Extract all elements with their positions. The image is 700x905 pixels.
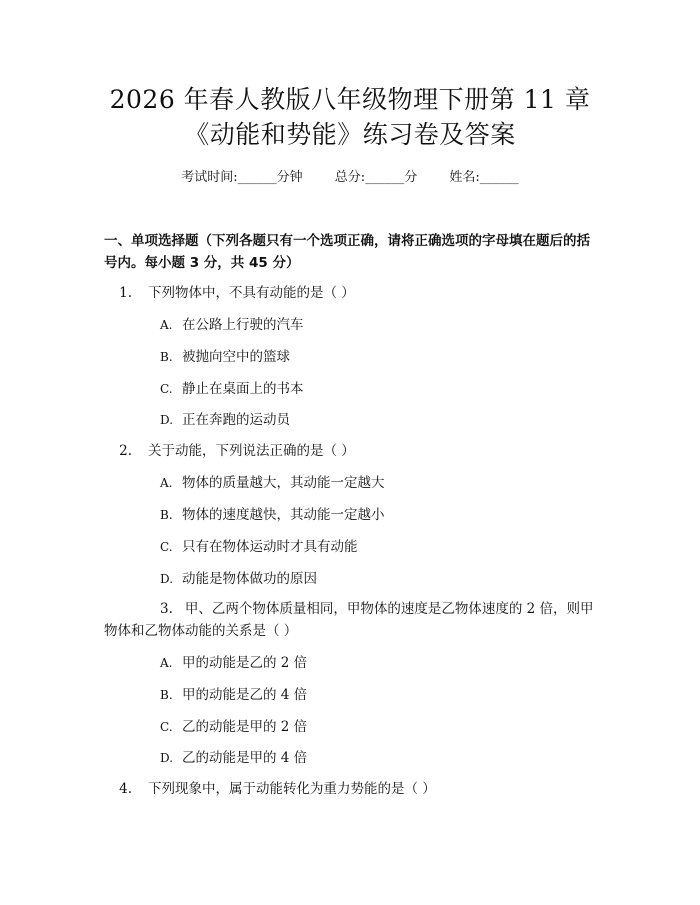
option-letter: A. (160, 476, 173, 490)
option-letter: C. (160, 382, 173, 396)
option-letter: C. (160, 720, 173, 734)
question-3-option-c (160, 717, 307, 737)
option-text: 静止在桌面上的书本 (182, 381, 304, 397)
option-letter: D. (160, 751, 174, 765)
exam-time-field (181, 168, 302, 188)
question-number: 1. (119, 285, 132, 301)
option-letter: C. (160, 540, 173, 554)
question-1-option-b (160, 347, 290, 367)
option-letter: B. (160, 350, 173, 364)
section-heading-single-choice: 一、单项选择题（下列各题只有一个选项正确，请将正确选项的字母填在题后的括号内。每小题 3 分，共 45 分） (104, 233, 590, 271)
option-text: 物体的速度越快，其动能一定越小 (182, 507, 385, 523)
question-text: 甲、乙两个物体质量相同，甲物体的速度是乙物体速度的 2 倍，则甲物体和乙物体动能的关系是（ ） (104, 601, 594, 639)
option-letter: D. (160, 413, 174, 427)
exam-info-row (0, 168, 700, 188)
document-title-line1: 2026 年春人教版八年级物理下册第 11 章 (109, 85, 591, 114)
option-letter: B. (160, 508, 173, 522)
total-score-unit: 分 (404, 170, 418, 185)
option-text: 正在奔跑的运动员 (182, 412, 290, 428)
question-3-option-a (160, 653, 307, 673)
question-2 (104, 440, 604, 462)
option-text: 乙的动能是甲的 4 倍 (182, 750, 308, 766)
total-score-label: 总分: (334, 170, 366, 185)
option-text: 只有在物体运动时才具有动能 (182, 539, 358, 555)
option-text: 乙的动能是甲的 2 倍 (182, 719, 308, 735)
option-letter: A. (160, 318, 173, 332)
total-score-blank: ______ (365, 170, 405, 185)
student-name-label: 姓名: (449, 170, 480, 185)
option-letter: A. (160, 656, 173, 670)
question-4 (104, 778, 604, 800)
question-3-option-b (160, 685, 307, 705)
option-letter: D. (160, 572, 174, 586)
question-1-option-a (160, 315, 304, 335)
question-2-option-c (160, 537, 358, 557)
total-score-field (335, 168, 417, 188)
option-text: 甲的动能是乙的 4 倍 (182, 687, 308, 703)
question-text: 下列物体中，不具有动能的是（ ） (148, 285, 355, 301)
question-3 (104, 598, 604, 642)
question-1-option-c (160, 379, 304, 399)
option-text: 在公路上行驶的汽车 (182, 317, 304, 333)
question-text: 下列现象中，属于动能转化为重力势能的是（ ） (148, 781, 436, 797)
exam-time-label: 考试时间: (181, 170, 238, 185)
option-letter: B. (160, 688, 173, 702)
student-name-blank: ______ (479, 170, 519, 185)
question-number: 2. (119, 443, 132, 459)
question-2-option-b (160, 505, 385, 525)
option-text: 甲的动能是乙的 2 倍 (182, 655, 308, 671)
option-text: 动能是物体做功的原因 (182, 571, 317, 587)
document-title-line2: 《动能和势能》练习卷及答案 (184, 120, 516, 149)
option-text: 物体的质量越大，其动能一定越大 (182, 475, 385, 491)
question-3-option-d (160, 748, 307, 768)
question-1-option-d (160, 410, 290, 430)
option-text: 被抛向空中的篮球 (182, 349, 290, 365)
question-number: 4. (119, 781, 132, 797)
question-number: 3. (160, 601, 173, 617)
question-text: 关于动能，下列说法正确的是（ ） (148, 443, 355, 459)
question-2-option-d (160, 569, 317, 589)
exam-time-unit: 分钟 (276, 170, 303, 185)
student-name-field (449, 168, 518, 188)
question-2-option-a (160, 473, 385, 493)
exam-time-blank: ______ (237, 170, 277, 185)
question-1 (104, 282, 604, 304)
